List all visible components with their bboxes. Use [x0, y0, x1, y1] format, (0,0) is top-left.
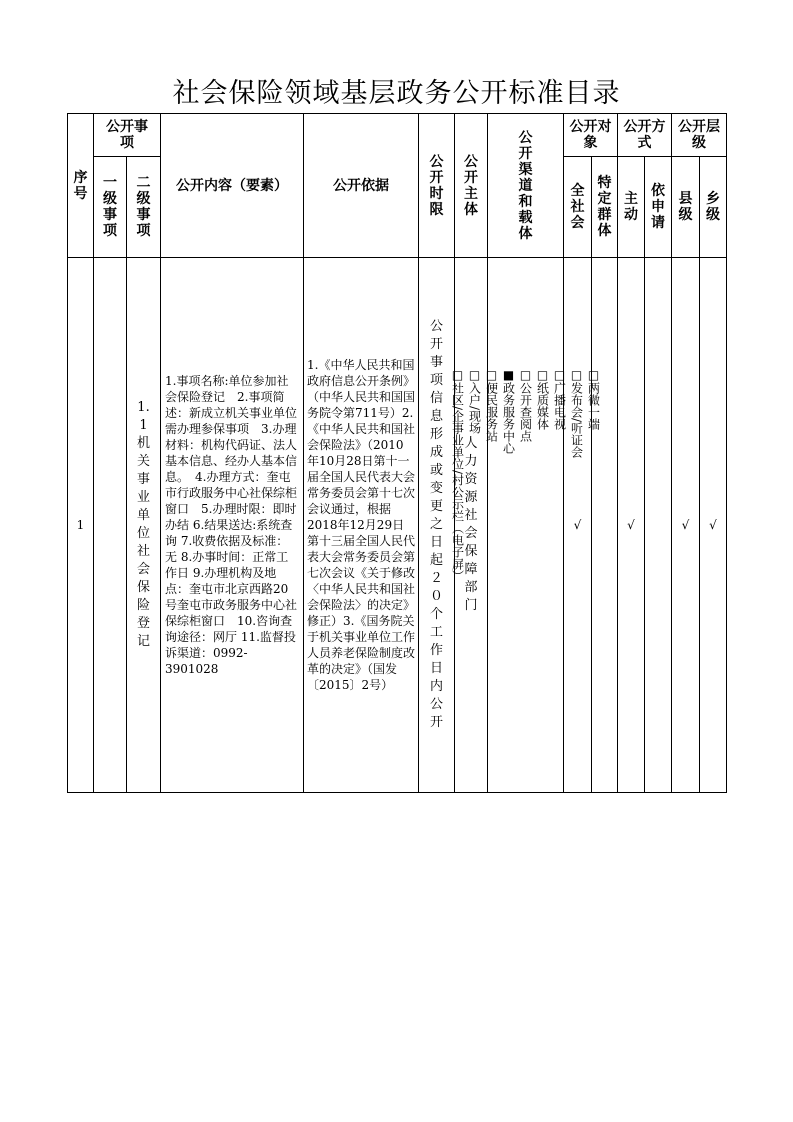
row-level-county: √	[672, 258, 700, 793]
channel-item: □入户/现场	[467, 368, 482, 435]
row-content: 1.事项名称:单位参加社会保险登记 2.事项简述：新成立机关事业单位需办理参保事项 3.办理材料：机构代码证、法人基本信息、经办人基本信息。 4.办理方式：奎屯市行政服务中心社保综柜窗口 5.办理时限：即时办结 6.结果送达:系统查询 7.收费依据及标准：无 8.办事时间：正常工作日 9.办理机构及地点：奎屯市北京西路20号奎屯市政务服务中心社保综柜窗口 10.咨询查询途径：网厅 11.监督投诉渠道：0992-3901028	[161, 258, 304, 793]
channel-item: □广播电视	[552, 368, 567, 430]
row-level1	[94, 258, 127, 793]
catalog-table	[67, 113, 727, 793]
page-title: 社会保险领域基层政务公开标准目录	[172, 78, 621, 109]
row-level-town: √	[700, 258, 727, 793]
channel-item: □两微一端	[586, 368, 601, 430]
header-method-active: 主动	[618, 157, 645, 258]
channel-item: □发布会/听证会	[569, 368, 584, 459]
header-level2: 二级事项	[127, 157, 161, 258]
header-time-limit: 公开时限	[419, 114, 455, 258]
header-subject: 公开主体	[455, 114, 488, 258]
row-seq: 1	[68, 258, 94, 793]
header-method-group: 公开方式	[618, 114, 672, 157]
row-basis: 1.《中华人民共和国政府信息公开条例》（中华人民共和国国务院令第711号）2.《中华人民共和国社会保险法》（2010年10月28日第十一届全国人民代表大会常务委员会第十七次会议通过，根据2018年12月29日第十三届全国人民代表大会常务委员会第七次会议《关于修改〈中华人民共和国社会保险法〉的决定》修正）3.《国务院关于机关事业单位工作人员养老保险制度改革的决定》（国发〔2015〕2号）	[304, 258, 419, 793]
channel-item: □社区/企事业单位/村公示栏（电子屏）	[450, 368, 465, 583]
header-target-group: 公开对象	[564, 114, 618, 157]
row-method-request	[645, 258, 672, 793]
header-channel: 公开渠道和载体	[488, 114, 564, 258]
header-level-town: 乡级	[700, 157, 727, 258]
row-target-all: √	[564, 258, 592, 793]
row-target-specific	[592, 258, 618, 793]
header-method-request: 依申请	[645, 157, 672, 258]
channel-item: □纸质媒体	[535, 368, 550, 430]
channel-item: ■政务服务中心	[501, 368, 516, 454]
channel-item: □便民服务站	[484, 368, 499, 442]
row-level2: 1.1机关事业单位社会保险登记	[127, 258, 161, 793]
header-level1: 一级事项	[94, 157, 127, 258]
channel-item: □公开查阅点	[518, 368, 533, 442]
table-row	[68, 258, 727, 793]
header-target-all: 全社会	[564, 157, 592, 258]
header-basis: 公开依据	[304, 114, 419, 258]
header-items-group: 公开事项	[94, 114, 161, 157]
row-subject: 人力资源社会保障部门	[455, 258, 488, 793]
header-level-county: 县级	[672, 157, 700, 258]
row-time-limit: 公开事项信息形成或变更之日起２０个工作日内公开	[419, 258, 455, 793]
header-target-specific: 特定群体	[592, 157, 618, 258]
header-content: 公开内容（要素）	[161, 114, 304, 258]
header-level-group: 公开层级	[672, 114, 727, 157]
header-seq: 序号	[68, 114, 94, 258]
row-method-active: √	[618, 258, 645, 793]
